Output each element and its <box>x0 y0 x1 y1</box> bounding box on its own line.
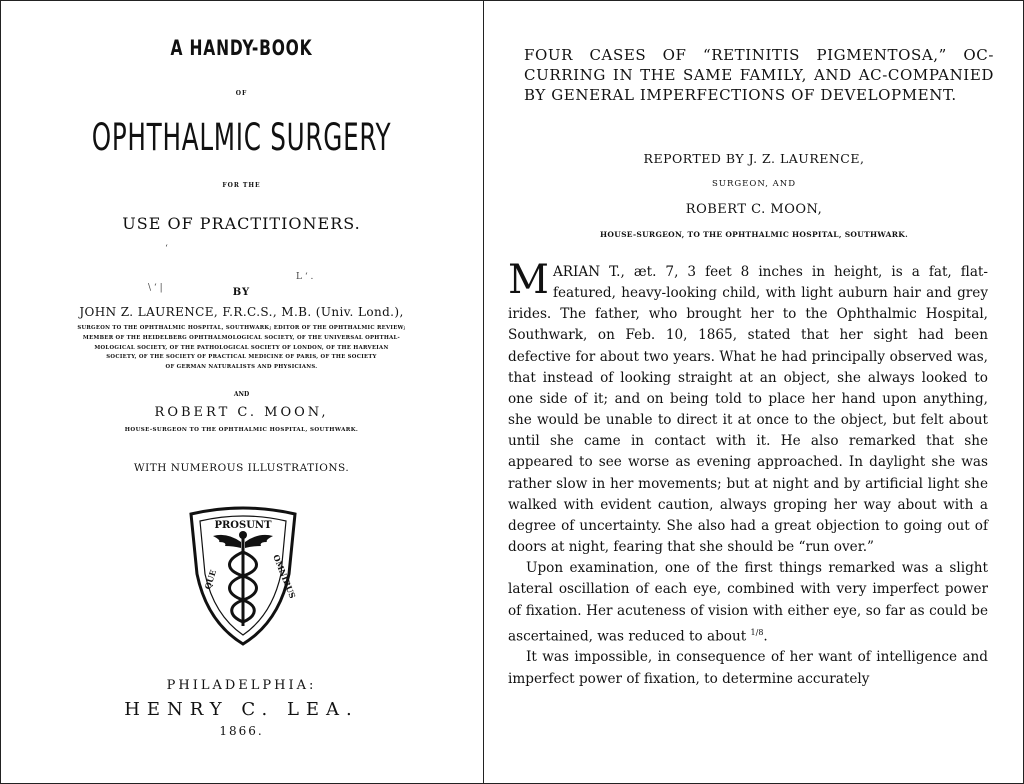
publication-year: 1866. <box>219 724 264 738</box>
illustrations-note: WITH NUMEROUS ILLUSTRATIONS. <box>133 462 350 474</box>
book-title-of: OF <box>235 90 248 97</box>
author-1: JOHN Z. LAURENCE, F.R.C.S., M.B. (Univ. Lond.), <box>79 305 404 319</box>
paragraph-1-text: ARIAN T., æt. 7, 3 feet 8 inches in height, is a fat, flat-featured, heavy-looking child, with light auburn hair and grey irides. The father, who brought her to the Ophthalmic Hospital, Southwark, on Feb. 10, 1865, stated that her sight had been defective for about two years. What he had principally observed was, that instead of looking straight at an object, she always looked to one side of it; and on being told to place her hand upon anything, she would be unable to direct it at once to the object, but felt about until she came in contact with it. He also remarked that she appeared to see worse as evening approached. In daylight she was rather slow in her movements; but at night and by artificial light she walked with evident caution, always groping her way about with a degree of uncertainty. She also had a great objection to going out of doors at night, fearing that she should be “run over.” <box>508 264 988 556</box>
for-the-label: FOR THE <box>222 182 261 189</box>
credential-line: MEMBER OF THE HEIDELBERG OPHTHALMOLOGICAL SOCIETY, OF THE UNIVERSAL OPHTHAL- <box>82 334 401 341</box>
book-title-top: A HANDY-BOOK <box>170 36 313 60</box>
print-speck: L ‘ . <box>296 272 314 282</box>
paragraph-2: Upon examination, one of the first things remarked was a slight lateral oscillation of each eye, combined with very imperfect power of fixation. Her acuteness of vision with either eye, so far as could be ascertained, was reduced to about $^{1/8}$. <box>508 560 988 645</box>
and-label: AND <box>233 391 250 398</box>
paragraph-3 <box>508 647 988 689</box>
article-title: FOUR CASES OF “RETINITIS PIGMENTOSA,” OC-CURRING IN THE SAME FAMILY, AND AC-COMPANIED BY GENERAL IMPERFECTIONS OF DEVELOPMENT. <box>524 46 994 104</box>
second-author: ROBERT C. MOON, <box>685 202 823 217</box>
publisher-name: HENRY C. LEA. <box>124 699 359 720</box>
caduceus-shield-emblem-icon <box>183 504 303 646</box>
publisher-city: PHILADELPHIA: <box>166 678 317 693</box>
author-2-title: HOUSE-SURGEON TO THE OPHTHALMIC HOSPITAL, SOUTHWARK. <box>124 427 359 433</box>
paragraph-2-text: Upon examination, one of the first things remarked was a slight lateral oscillation of each eye, combined with very imperfect power of fixation. Her acuteness of vision with either eye, so far as could be ascertained, was reduced to about <box>508 560 988 645</box>
credential-line: SOCIETY, OF THE SOCIETY OF PRACTICAL MEDICINE OF PARIS, OF THE SOCIETY <box>106 354 377 361</box>
paragraph-1 <box>508 257 988 558</box>
surgeon-and: SURGEON, AND <box>711 179 797 189</box>
vision-fraction: 1/8 <box>750 627 764 637</box>
book-title-main: OPHTHALMIC SURGERY <box>91 116 392 159</box>
credential-line: SURGEON TO THE OPHTHALMIC HOSPITAL, SOUTHWARK; EDITOR OF THE OPHTHALMIC REVIEW; <box>77 325 406 331</box>
emblem-motto-top: PROSUNT <box>214 520 272 531</box>
print-speck: ‘ <box>165 244 168 254</box>
article-body <box>508 257 988 690</box>
house-surgeon-line: HOUSE-SURGEON, TO THE OPHTHALMIC HOSPITAL, SOUTHWARK. <box>600 230 908 239</box>
credential-line: MOLOGICAL SOCIETY, OF THE PATHOLOGICAL SOCIETY OF LONDON, OF THE HARVEIAN <box>94 344 389 351</box>
credential-line: OF GERMAN NATURALISTS AND PHYSICIANS. <box>165 364 318 371</box>
reported-by: REPORTED BY J. Z. LAURENCE, <box>643 151 865 166</box>
title-page <box>0 0 483 784</box>
book-subtitle: USE OF PRACTITIONERS. <box>122 214 361 233</box>
print-speck: \ ‘ | <box>148 283 163 293</box>
author-2: ROBERT C. MOON, <box>154 405 329 420</box>
emblem-motto-left: QUE <box>202 568 219 591</box>
drop-cap: M <box>508 257 549 303</box>
by-label: BY <box>232 287 251 298</box>
emblem-motto-right: OMNIBUS <box>271 553 298 600</box>
paragraph-3-text: It was impossible, in consequence of her want of intelligence and imperfect power of fixation, to determine accurately <box>508 649 988 687</box>
article-page <box>484 0 1024 784</box>
author-1-credentials <box>40 324 443 373</box>
